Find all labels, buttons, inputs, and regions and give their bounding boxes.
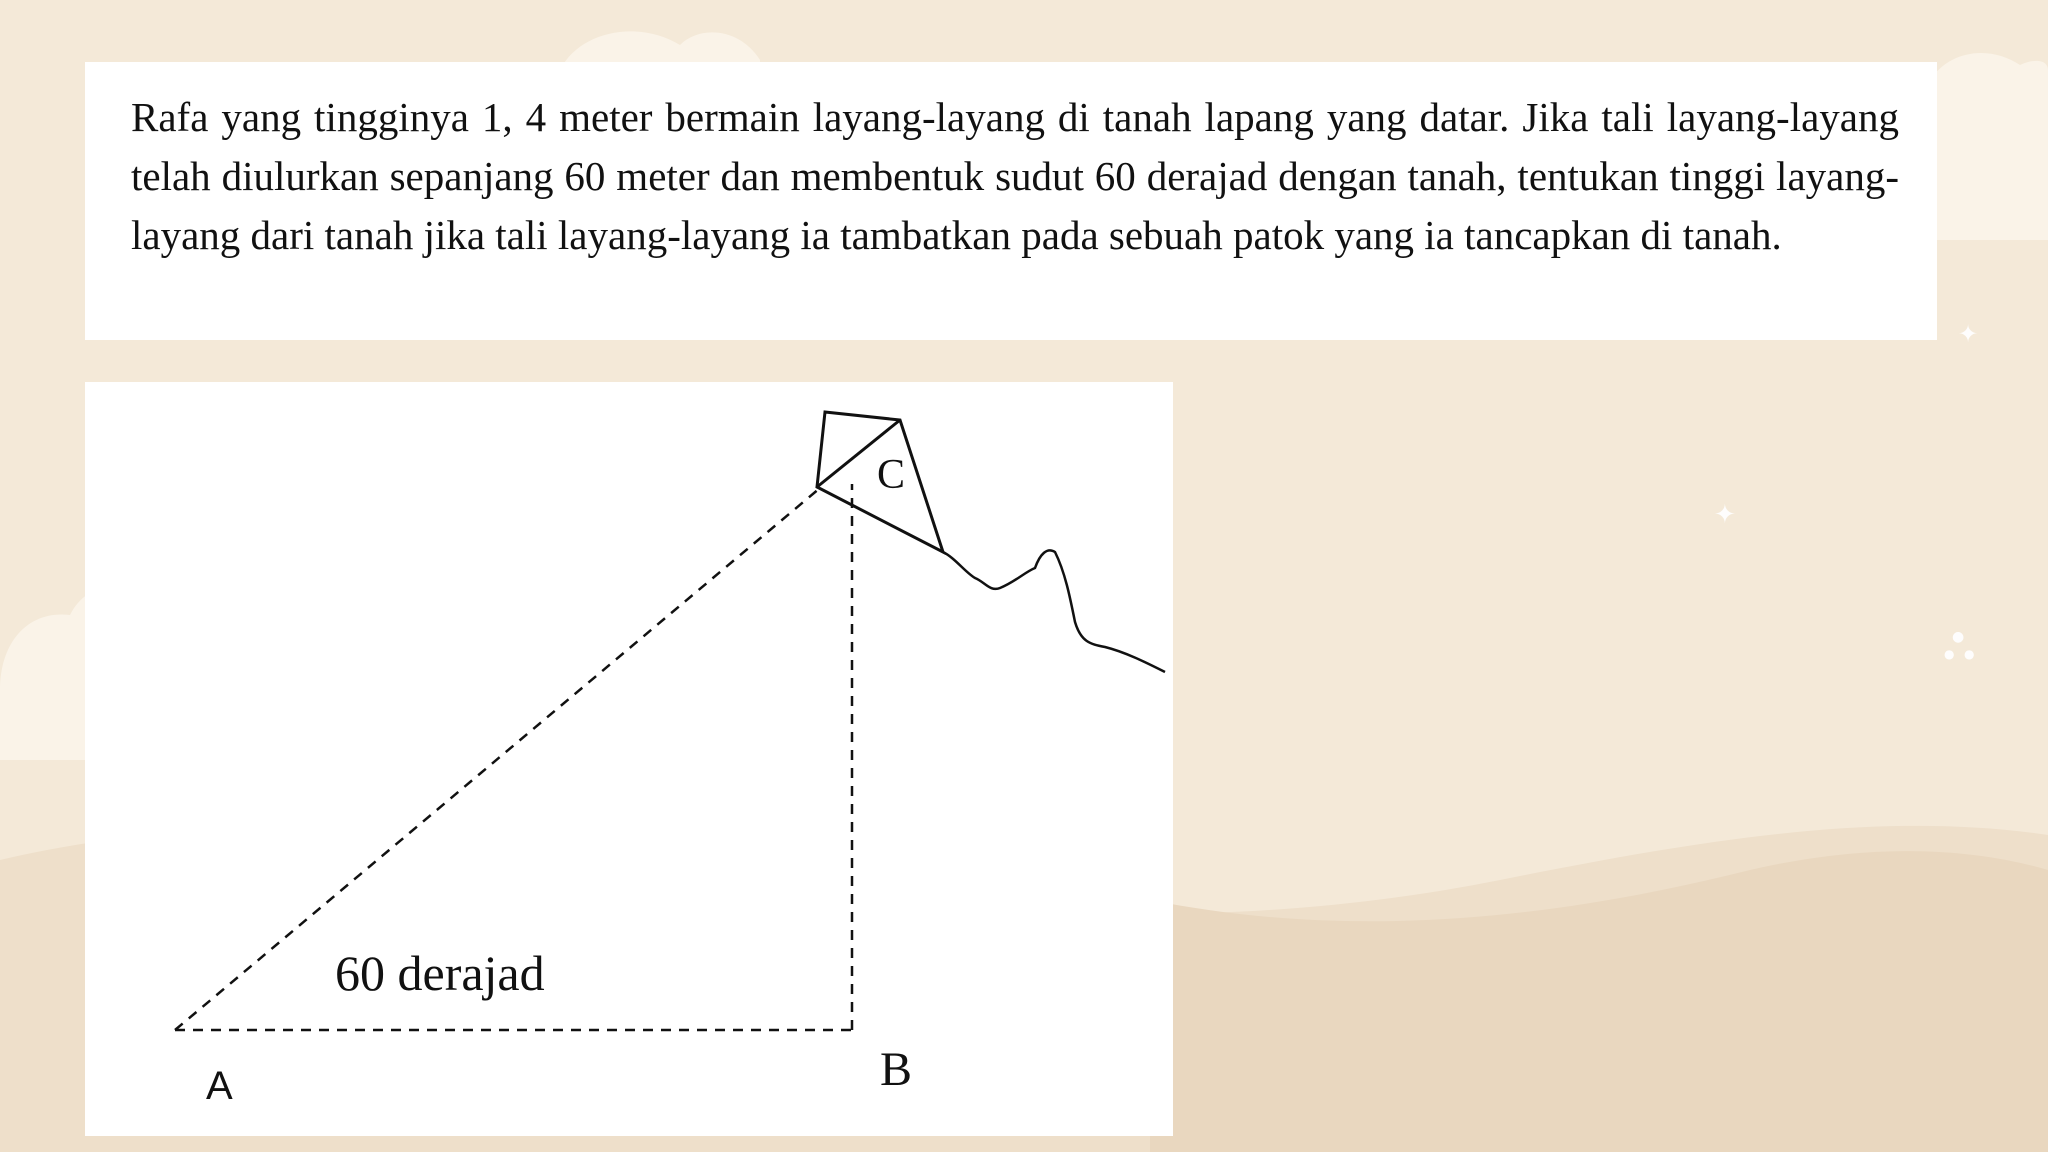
sparkle-icon: ✦ <box>1958 320 1979 348</box>
kite-diagram <box>85 382 1173 1136</box>
point-c-label: C <box>877 452 906 498</box>
sparkle-icon: ● <box>1952 629 1965 645</box>
sparkle-icon: ● <box>1944 647 1955 661</box>
kite-tail <box>943 550 1165 672</box>
question-panel <box>85 62 1937 340</box>
sparkle-icon: ● <box>1964 647 1975 661</box>
point-a-label: A <box>206 1064 233 1108</box>
angle-label: 60 derajad <box>335 945 545 1001</box>
cloud-shape-right <box>1930 53 2048 240</box>
point-b-label: B <box>880 1043 913 1096</box>
question-text: Rafa yang tingginya 1, 4 meter bermain layang-layang di tanah lapang yang datar. Jika tali layang-layang telah diulurkan sepanjang 60 meter dan membentuk sudut 60 derajad dengan tanah, tentukan tinggi layang-layang dari tanah jika tali layang-layang ia tambatkan pada sebuah patok yang ia tancapkan di tanah. <box>131 94 1899 258</box>
kite-diagram-panel <box>85 382 1173 1136</box>
sparkle-icon: ✦ <box>1714 500 1736 530</box>
